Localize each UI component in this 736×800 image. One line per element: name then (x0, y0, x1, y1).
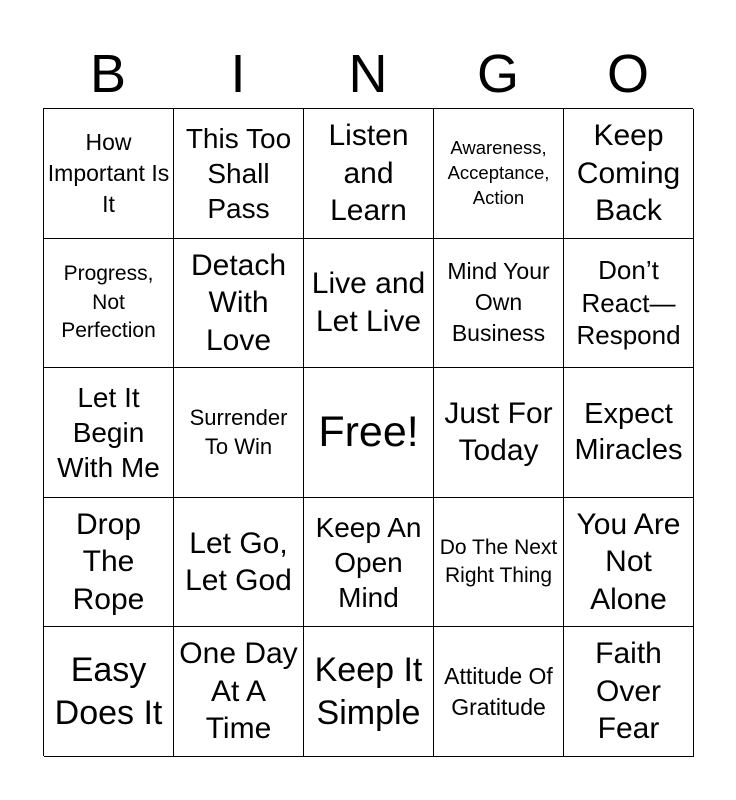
bingo-cell[interactable] (44, 627, 174, 757)
bingo-card-grid (43, 108, 693, 756)
bingo-cell[interactable] (174, 627, 304, 757)
bingo-cell[interactable] (44, 498, 174, 628)
header-letter-i: I (230, 44, 246, 104)
bingo-cell[interactable] (304, 498, 434, 628)
cell-text: Faith Over Fear (595, 637, 662, 746)
cell-text: Let Go, Let God (185, 526, 292, 598)
cell-text: Listen and Learn (328, 119, 409, 228)
cell-text: This Too Shall Pass (185, 122, 292, 224)
cell-text: Detach With Love (190, 248, 287, 357)
cell-text: Easy Does It (54, 651, 163, 732)
bingo-cell[interactable] (564, 239, 694, 369)
bingo-cell[interactable] (304, 109, 434, 239)
cell-text: Mind Your Own Business (447, 258, 550, 347)
bingo-cell[interactable] (174, 239, 304, 369)
bingo-cell[interactable] (564, 109, 694, 239)
cell-text: Expect Miracles (574, 398, 683, 467)
cell-text: Drop The Rope (72, 507, 145, 616)
cell-text: Surrender To Win (189, 404, 288, 460)
header-letter-g: G (476, 44, 519, 104)
cell-text: Let It Begin With Me (57, 381, 160, 483)
bingo-cell[interactable] (174, 368, 304, 498)
cell-text: Attitude Of Gratitude (444, 662, 553, 720)
header-letter-n: N (348, 44, 388, 104)
bingo-cell[interactable] (564, 368, 694, 498)
bingo-cell[interactable] (434, 627, 564, 757)
cell-text: Live and Let Live (311, 267, 426, 338)
bingo-cell[interactable] (434, 368, 564, 498)
bingo-cell[interactable] (304, 627, 434, 757)
cell-text: Awareness, Acceptance, Action (447, 136, 550, 208)
bingo-cell[interactable] (434, 498, 564, 628)
cell-text: One Day At A Time (179, 637, 298, 746)
cell-text: Just For Today (444, 396, 553, 468)
header-letter-b: B (89, 44, 127, 104)
bingo-cell[interactable] (564, 498, 694, 628)
free-space-text: Free! (318, 407, 419, 456)
bingo-cell[interactable] (44, 109, 174, 239)
bingo-cell[interactable] (174, 498, 304, 628)
cell-text: Keep Coming Back (576, 119, 681, 228)
bingo-cell[interactable] (434, 239, 564, 369)
bingo-cell[interactable] (174, 109, 304, 239)
bingo-cell[interactable] (434, 109, 564, 239)
free-space-cell[interactable] (304, 368, 434, 498)
cell-text: Progress, Not Perfection (61, 262, 156, 343)
bingo-cell[interactable] (564, 627, 694, 757)
cell-text: Keep An Open Mind (315, 511, 422, 613)
cell-text: Keep It Simple (314, 651, 423, 732)
cell-text: Do The Next Right Thing (439, 535, 558, 588)
cell-text: You Are Not Alone (576, 507, 681, 616)
bingo-header (43, 40, 693, 108)
cell-text: Don’t React—Respond (576, 255, 681, 351)
bingo-cell[interactable] (44, 239, 174, 369)
header-letter-o: O (606, 44, 649, 104)
cell-text: How Important Is It (47, 128, 170, 217)
bingo-cell[interactable] (304, 239, 434, 369)
bingo-cell[interactable] (44, 368, 174, 498)
